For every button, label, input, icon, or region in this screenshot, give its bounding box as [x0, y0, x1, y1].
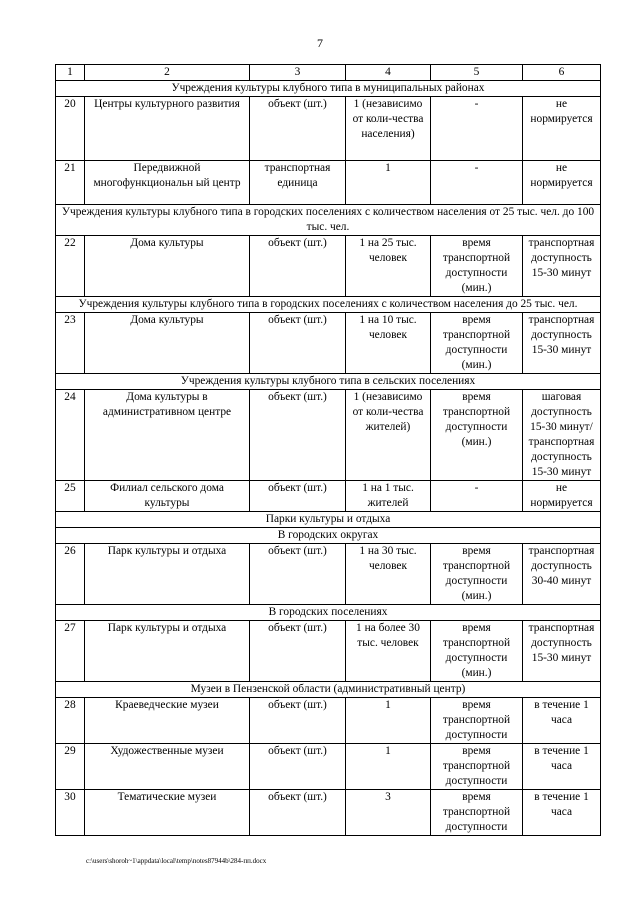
row-number: 30	[56, 790, 85, 836]
row-number: 29	[56, 744, 85, 790]
norm: 1	[346, 161, 431, 205]
section-header-row	[56, 374, 601, 390]
indicator: -	[431, 161, 523, 205]
section-title: Парки культуры и отдыха	[56, 512, 601, 528]
facility-name: Передвижной многофункциональн ый центр	[85, 161, 250, 205]
indicator: время транспортной доступности	[431, 698, 523, 744]
norm: 1 (независимо от коли-чества жителей)	[346, 390, 431, 481]
norm: 1	[346, 698, 431, 744]
norm: 1 на 10 тыс. человек	[346, 313, 431, 374]
row-number: 26	[56, 544, 85, 605]
norm: 1 (независимо от коли-чества населения)	[346, 97, 431, 161]
column-number: 5	[431, 65, 523, 81]
column-number: 6	[523, 65, 601, 81]
norm: 1 на 30 тыс. человек	[346, 544, 431, 605]
unit: объект (шт.)	[250, 236, 346, 297]
section-header-row	[56, 605, 601, 621]
row-number: 22	[56, 236, 85, 297]
section-header-row	[56, 682, 601, 698]
table-row	[56, 621, 601, 682]
norm: 1 на более 30 тыс. человек	[346, 621, 431, 682]
norm: 1 на 25 тыс. человек	[346, 236, 431, 297]
table-row	[56, 390, 601, 481]
indicator: -	[431, 481, 523, 512]
facility-name: Парк культуры и отдыха	[85, 544, 250, 605]
accessibility: транспортная доступность 15-30 минут	[523, 313, 601, 374]
indicator: -	[431, 97, 523, 161]
unit: объект (шт.)	[250, 544, 346, 605]
facility-name: Художественные музеи	[85, 744, 250, 790]
row-number: 27	[56, 621, 85, 682]
unit: объект (шт.)	[250, 481, 346, 512]
facility-name: Тематические музеи	[85, 790, 250, 836]
accessibility: шаговая доступность 15-30 минут/ транспортная доступность 15-30 минут	[523, 390, 601, 481]
footer-file-path: c:\users\shoroh~1\appdata\local\temp\notes87944b\284-пп.docx	[86, 857, 267, 865]
indicator: время транспортной доступности	[431, 744, 523, 790]
row-number: 21	[56, 161, 85, 205]
table-row	[56, 236, 601, 297]
accessibility: в течение 1 часа	[523, 744, 601, 790]
column-number-row	[56, 65, 601, 81]
accessibility: не нормируется	[523, 481, 601, 512]
indicator: время транспортной доступности (мин.)	[431, 544, 523, 605]
indicator: время транспортной доступности (мин.)	[431, 390, 523, 481]
section-title: Учреждения культуры клубного типа в городских поселениях с количеством населения от 25 тыс. чел. до 100 тыс. чел.	[56, 205, 601, 236]
section-header-row	[56, 81, 601, 97]
facility-name: Дома культуры	[85, 236, 250, 297]
accessibility: транспортная доступность 15-30 минут	[523, 236, 601, 297]
table-body	[56, 65, 601, 836]
section-header-row	[56, 528, 601, 544]
unit: объект (шт.)	[250, 390, 346, 481]
accessibility: в течение 1 часа	[523, 790, 601, 836]
row-number: 28	[56, 698, 85, 744]
section-header-row	[56, 297, 601, 313]
table-row	[56, 97, 601, 161]
unit: объект (шт.)	[250, 744, 346, 790]
unit: объект (шт.)	[250, 97, 346, 161]
facility-name: Дома культуры в административном центре	[85, 390, 250, 481]
table-row	[56, 161, 601, 205]
accessibility: транспортная доступность 15-30 минут	[523, 621, 601, 682]
row-number: 25	[56, 481, 85, 512]
indicator: время транспортной доступности	[431, 790, 523, 836]
section-header-row	[56, 512, 601, 528]
section-title: Учреждения культуры клубного типа в муниципальных районах	[56, 81, 601, 97]
facility-name: Парк культуры и отдыха	[85, 621, 250, 682]
unit: объект (шт.)	[250, 698, 346, 744]
section-title: В городских округах	[56, 528, 601, 544]
indicator: время транспортной доступности (мин.)	[431, 313, 523, 374]
row-number: 20	[56, 97, 85, 161]
section-title: Музеи в Пензенской области (административный центр)	[56, 682, 601, 698]
page-number: 7	[317, 36, 323, 50]
accessibility: не нормируется	[523, 161, 601, 205]
norm: 1 на 1 тыс. жителей	[346, 481, 431, 512]
section-title: В городских поселениях	[56, 605, 601, 621]
table-row	[56, 790, 601, 836]
unit: объект (шт.)	[250, 313, 346, 374]
facility-name: Краеведческие музеи	[85, 698, 250, 744]
column-number: 1	[56, 65, 85, 81]
column-number: 4	[346, 65, 431, 81]
accessibility: транспортная доступность 30-40 минут	[523, 544, 601, 605]
row-number: 24	[56, 390, 85, 481]
norm: 1	[346, 744, 431, 790]
facility-name: Филиал сельского дома культуры	[85, 481, 250, 512]
table-row	[56, 698, 601, 744]
accessibility: в течение 1 часа	[523, 698, 601, 744]
row-number: 23	[56, 313, 85, 374]
section-header-row	[56, 205, 601, 236]
norms-table	[55, 64, 601, 836]
accessibility: не нормируется	[523, 97, 601, 161]
indicator: время транспортной доступности (мин.)	[431, 236, 523, 297]
section-title: Учреждения культуры клубного типа в сельских поселениях	[56, 374, 601, 390]
column-number: 2	[85, 65, 250, 81]
unit: транспортная единица	[250, 161, 346, 205]
section-title: Учреждения культуры клубного типа в городских поселениях с количеством населения до 25 тыс. чел.	[56, 297, 601, 313]
table-row	[56, 744, 601, 790]
indicator: время транспортной доступности (мин.)	[431, 621, 523, 682]
facility-name: Дома культуры	[85, 313, 250, 374]
table-row	[56, 481, 601, 512]
table-row	[56, 313, 601, 374]
column-number: 3	[250, 65, 346, 81]
table-row	[56, 544, 601, 605]
unit: объект (шт.)	[250, 790, 346, 836]
norm: 3	[346, 790, 431, 836]
facility-name: Центры культурного развития	[85, 97, 250, 161]
unit: объект (шт.)	[250, 621, 346, 682]
